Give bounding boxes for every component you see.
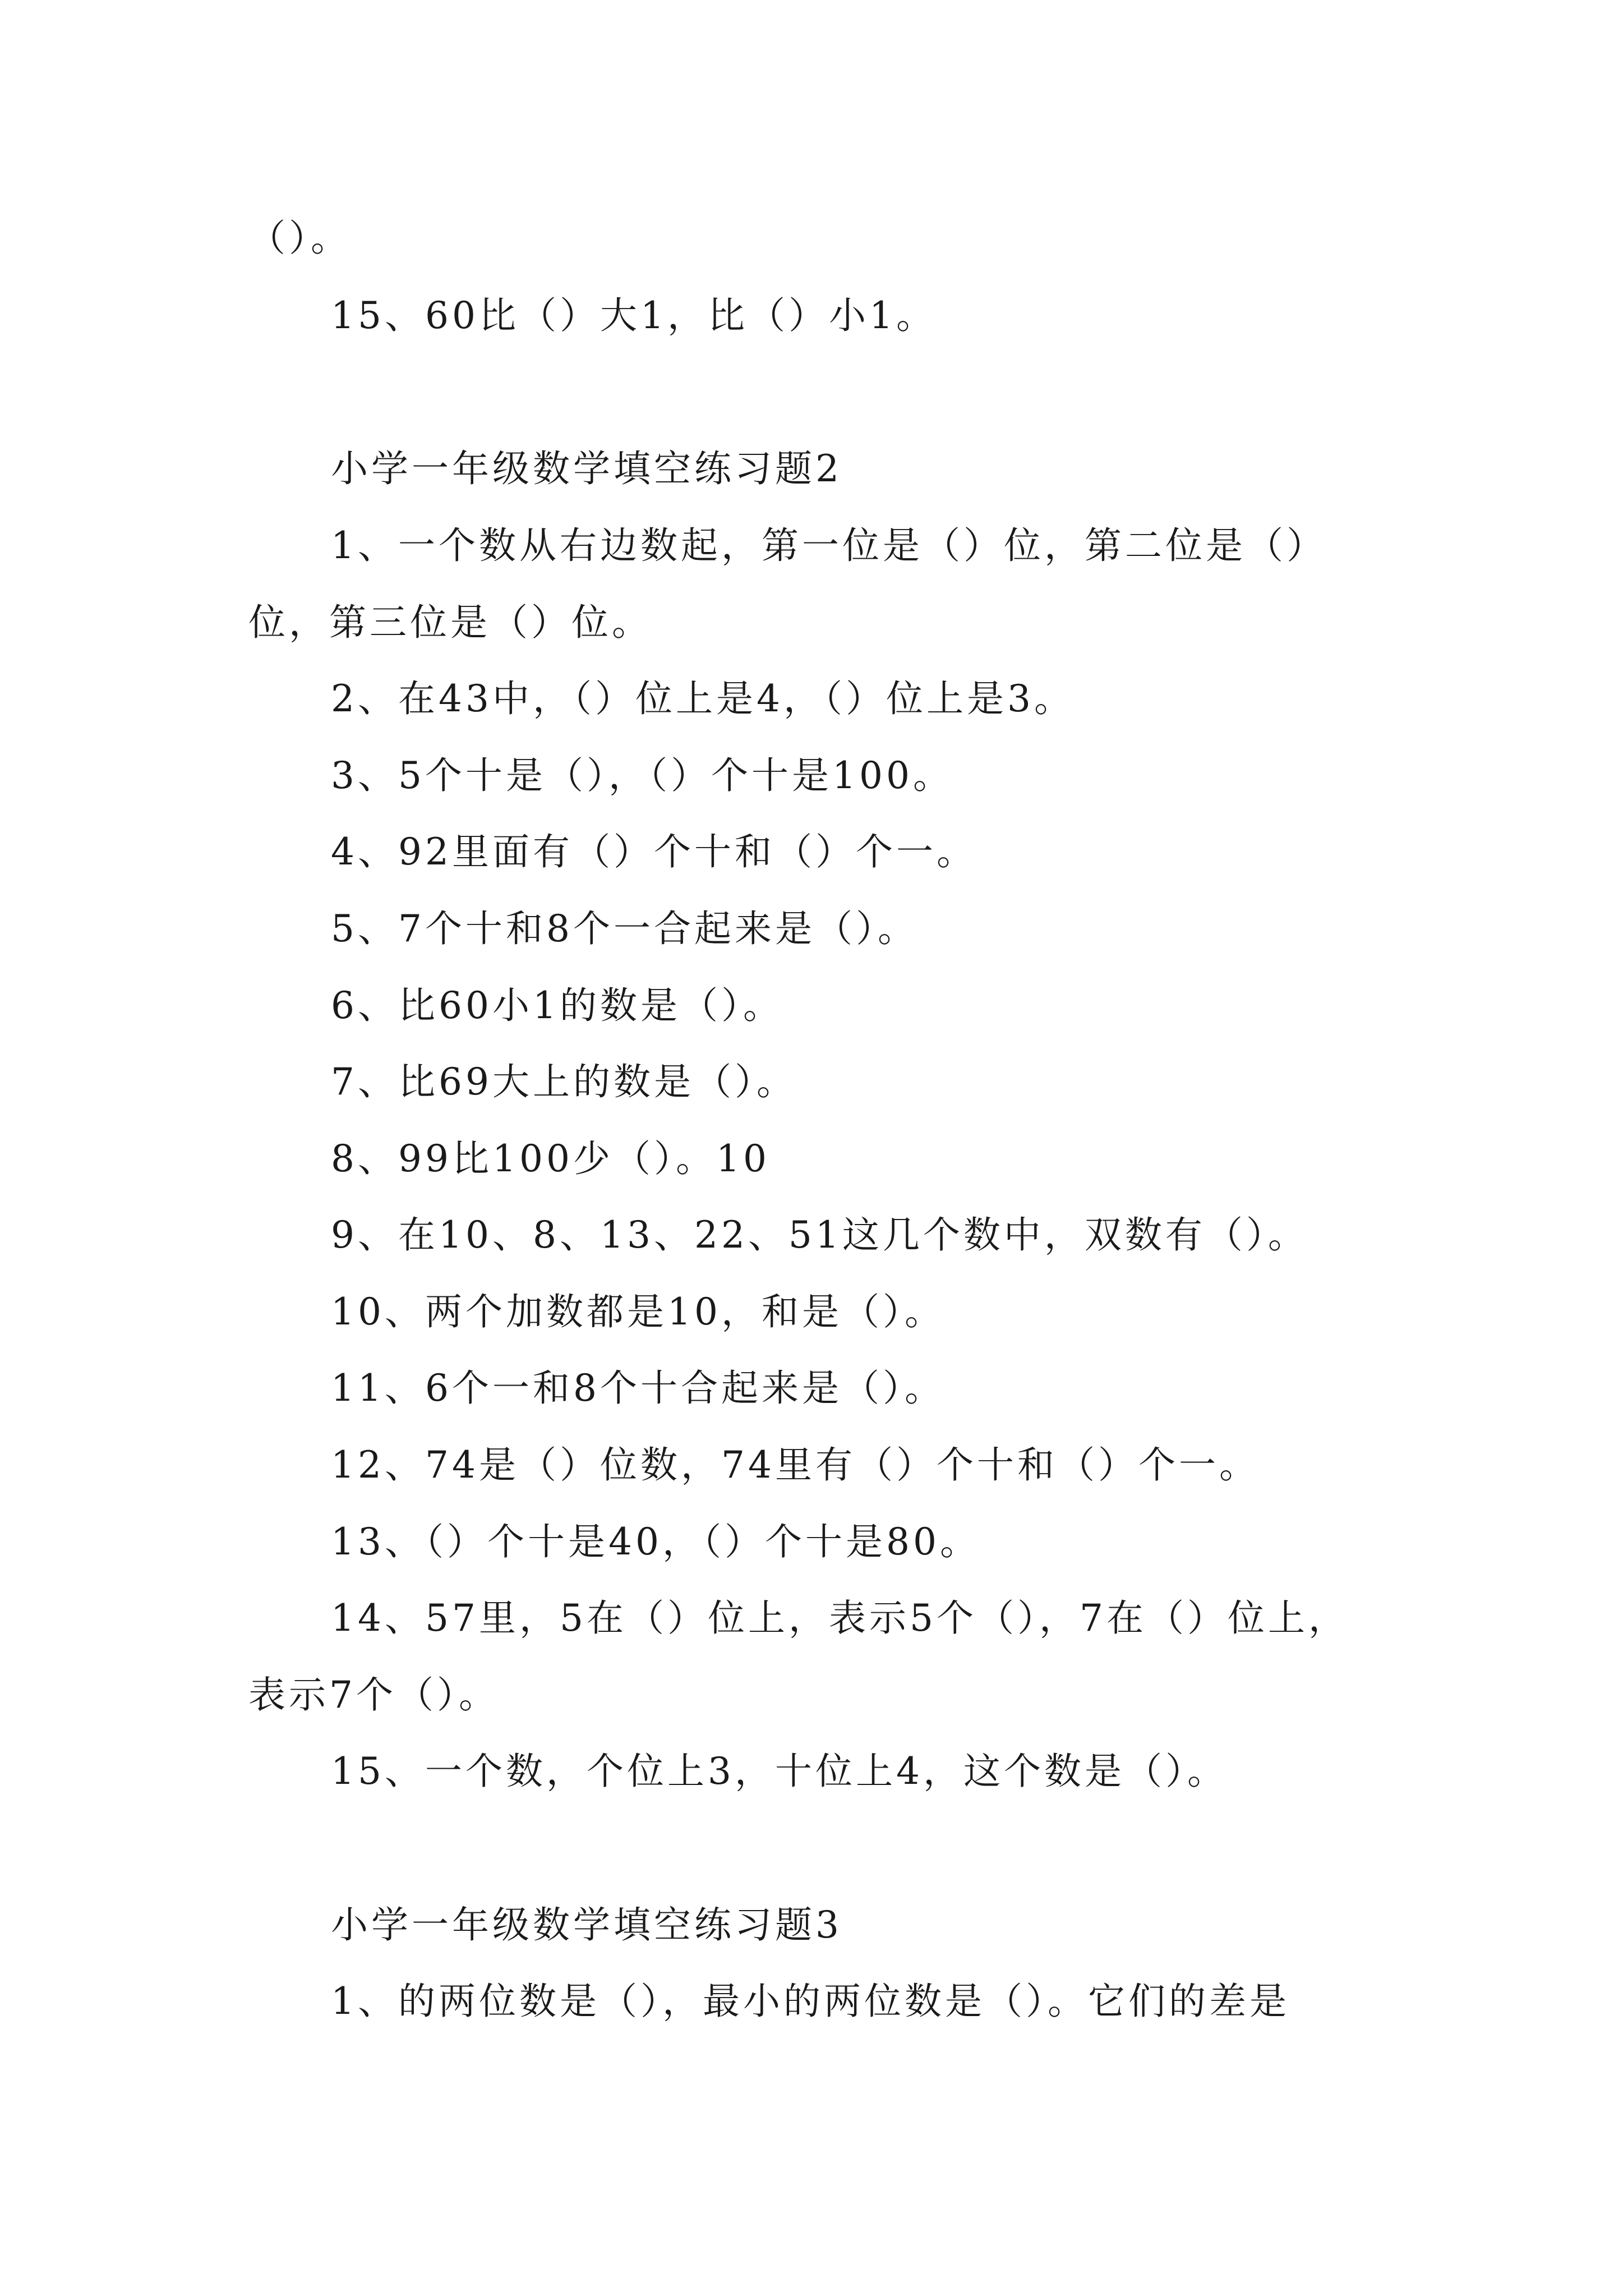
section-heading-2: 小学一年级数学填空练习题2 — [331, 447, 842, 490]
question-3-line: 3、5个十是（），（）个十是100。 — [331, 754, 953, 797]
text-line-continuation: （）。 — [248, 217, 351, 260]
question-11-line: 11、6个一和8个十合起来是（）。 — [331, 1366, 945, 1410]
question-12-line: 12、74是（）位数，74里有（）个十和（）个一。 — [331, 1443, 1260, 1487]
question-10-line: 10、两个加数都是10，和是（）。 — [331, 1290, 945, 1333]
question-5-line: 5、7个十和8个一合起来是（）。 — [331, 907, 918, 950]
text-line-continuation: 表示7个（）。 — [248, 1673, 499, 1717]
question-1-line: 1、的两位数是（），最小的两位数是（）。它们的差是 — [331, 1980, 1290, 2023]
question-15-line: 15、一个数，个位上3，十位上4，这个数是（）。 — [331, 1750, 1228, 1793]
text-line-continuation: 位，第三位是（）位。 — [248, 601, 652, 644]
question-13-line: 13、（）个十是40，（）个十是80。 — [331, 1520, 980, 1563]
section-heading-3: 小学一年级数学填空练习题3 — [331, 1903, 842, 1947]
question-4-line: 4、92里面有（）个十和（）个一。 — [331, 830, 977, 873]
question-6-line: 6、比60小1的数是（）。 — [331, 984, 783, 1027]
question-8-line: 8、99比100少（）。10 — [331, 1137, 770, 1180]
question-7-line: 7、比69大上的数是（）。 — [331, 1060, 797, 1103]
question-9-line: 9、在10、8、13、22、51这几个数中，双数有（）。 — [331, 1213, 1308, 1257]
question-1-line: 1、一个数从右边数起，第一位是（）位，第二位是（） — [331, 524, 1327, 567]
question-14-line: 14、57里，5在（）位上，表示5个（），7在（）位上， — [331, 1596, 1349, 1640]
question-2-line: 2、在43中，（）位上是4，（）位上是3。 — [331, 677, 1075, 720]
question-15-line: 15、60比（）大1，比（）小1。 — [331, 294, 937, 337]
